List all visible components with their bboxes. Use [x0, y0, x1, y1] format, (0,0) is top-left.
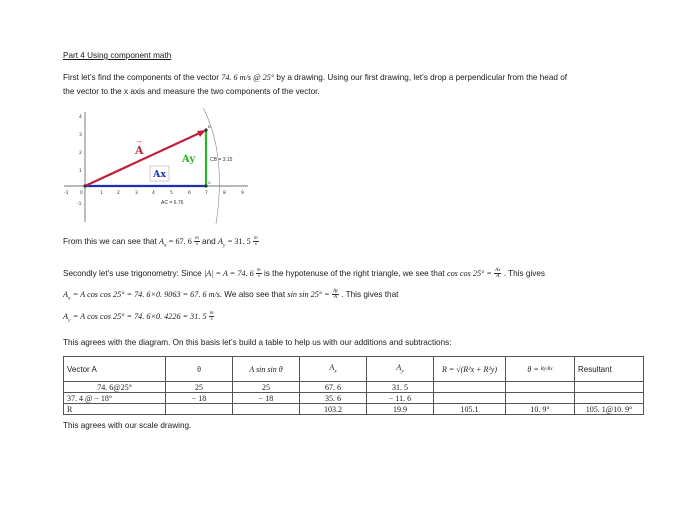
cell: R — [64, 404, 166, 415]
intro-line-1 — [63, 72, 567, 84]
cell — [506, 393, 575, 404]
cell: 37. 4 @ − 18° — [64, 393, 166, 404]
cell — [434, 382, 506, 393]
header-r: R = √(R²x + R²y) — [434, 357, 506, 382]
cell: − 18 — [166, 393, 233, 404]
point-b-label: B — [208, 124, 211, 129]
ay-sub: y — [68, 317, 71, 324]
ratio-fraction — [332, 289, 339, 300]
header-ax-sub: x — [334, 368, 337, 375]
components-line — [63, 236, 259, 252]
cell — [575, 382, 644, 393]
x-tick: 9 — [241, 191, 244, 196]
y-tick: 4 — [79, 115, 82, 120]
cell: − 18 — [233, 393, 300, 404]
frac-den: A — [333, 295, 337, 301]
magnitude-expression: |A| = A = 74. 6 — [203, 269, 254, 278]
header-ax-symbol: A — [329, 363, 335, 373]
ay-symbol: A — [63, 312, 69, 321]
cell: 35. 6 — [300, 393, 367, 404]
ax-symbol: A — [159, 237, 165, 246]
cos-expression: cos cos 25° = — [446, 269, 492, 278]
cell: 74. 6@25° — [64, 382, 166, 393]
header-ay-symbol: A — [396, 363, 402, 373]
x-tick: 2 — [117, 191, 120, 196]
frac-num: m — [254, 236, 258, 242]
header-ay-sub: y — [401, 368, 404, 375]
trig-text-a: Secondly let’s use trigonometry: Since — [63, 269, 202, 278]
table-row — [64, 382, 644, 393]
cell: 25 — [233, 382, 300, 393]
trig-text-c: . This gives — [503, 269, 546, 278]
ay-label: Ay — [182, 154, 196, 165]
cell: 10. 9° — [506, 404, 575, 415]
vector-arrowhead — [197, 130, 206, 137]
header-vector: Vector A — [64, 357, 166, 382]
trig-text-e: . This gives that — [341, 290, 399, 299]
cell — [575, 393, 644, 404]
header-theta-r — [506, 357, 575, 382]
ax-sub: x — [164, 242, 167, 249]
frac-num: m — [209, 311, 214, 317]
table-header-row — [64, 357, 644, 382]
sin-expression: sin sin 25° = — [287, 290, 330, 299]
ax-sub: x — [68, 295, 71, 302]
unit-fraction — [194, 236, 200, 247]
trig-text-d: We also see that — [224, 290, 286, 299]
header-ay — [367, 357, 434, 382]
header-theta: θ — [166, 357, 233, 382]
y-tick: -1 — [77, 202, 82, 207]
cell: 19.9 — [367, 404, 434, 415]
ax-label: Ax — [153, 169, 167, 180]
frac-den: s — [210, 317, 213, 323]
cell: 25 — [166, 382, 233, 393]
x-tick: -1 — [64, 191, 69, 196]
components-text: From this we can see that — [63, 237, 157, 246]
intro-line-2: the vector to the x axis and measure the two components of the vector. — [63, 87, 320, 96]
cell — [233, 404, 300, 415]
ay-calculation: = A cos cos 25° = 74. 6×0. 4226 = 31. 5 — [72, 312, 207, 321]
ay-value: = 31. 5 — [227, 237, 251, 246]
x-tick: 8 — [223, 191, 226, 196]
ax-symbol: A — [63, 290, 69, 299]
and-text: and — [202, 237, 216, 246]
x-tick: 6 — [188, 191, 191, 196]
trig-line-1 — [63, 268, 545, 280]
table-row — [64, 404, 644, 415]
cell: 105.1 — [434, 404, 506, 415]
frac-num: m — [257, 268, 261, 274]
frac-den: s — [195, 242, 198, 248]
point-c-label: C — [208, 180, 211, 185]
x-tick: 5 — [170, 191, 173, 196]
y-tick: 2 — [79, 151, 82, 156]
x-tick: 7 — [205, 191, 208, 196]
frac-num: Ay — [332, 289, 338, 295]
unit-fraction — [256, 268, 262, 279]
ay-symbol: A — [217, 237, 223, 246]
header-theta-r-text: θ = — [527, 364, 539, 374]
y-tick: 3 — [79, 133, 82, 138]
cell: 103.2 — [300, 404, 367, 415]
cell — [166, 404, 233, 415]
intro-text-a: First let’s find the components of the vector — [63, 73, 219, 82]
x-tick: 1 — [100, 191, 103, 196]
x-tick: 4 — [152, 191, 155, 196]
cell — [434, 393, 506, 404]
cell — [506, 382, 575, 393]
table-row — [64, 393, 644, 404]
ac-measure: AC = 6.76 — [161, 200, 184, 206]
header-asin: A sin sin θ — [233, 357, 300, 382]
ax-value: = 67. 6 — [168, 237, 192, 246]
frac-num: m — [195, 236, 199, 242]
vector-arrow-accent: → — [135, 136, 143, 145]
vector-a-label: A — [135, 144, 144, 157]
cell: − 11. 6 — [367, 393, 434, 404]
frac-den: s — [257, 274, 260, 280]
header-resultant: Resultant — [575, 357, 644, 382]
header-theta-frac: Ry/Rx — [540, 367, 553, 373]
cell: 67. 6 — [300, 382, 367, 393]
cell: 105. 1@10. 9° — [575, 404, 644, 415]
frac-den: s — [254, 242, 257, 248]
vector-diagram — [58, 108, 258, 224]
ax-calculation: = A cos cos 25° = 74. 6×0. 9063 = 67. 6 m/s. — [72, 290, 222, 299]
section-title: Part 4 Using component math — [63, 51, 172, 60]
header-ax — [300, 357, 367, 382]
closing-text: This agrees with our scale drawing. — [63, 421, 192, 430]
intro-vector: 74. 6 m/s @ 25° — [221, 73, 275, 82]
frac-den: A — [496, 274, 500, 280]
x-tick: 3 — [135, 191, 138, 196]
frac-num: Ax — [495, 268, 501, 274]
cell: 31. 5 — [367, 382, 434, 393]
trig-line-3 — [63, 311, 214, 327]
trig-line-2 — [63, 289, 398, 305]
ay-sub: y — [222, 242, 226, 249]
unit-fraction — [209, 311, 215, 322]
y-tick: 1 — [79, 169, 82, 174]
x-tick: 0 — [80, 191, 83, 196]
unit-fraction — [253, 236, 259, 247]
point-a — [83, 184, 86, 187]
cb-measure: CB = 3.15 — [210, 157, 233, 163]
ratio-fraction — [494, 268, 501, 279]
table-intro: This agrees with the diagram. On this basis let’s build a table to help us with our additions and subtractions: — [63, 338, 452, 347]
trig-text-b: is the hypotenuse of the right triangle, we see that — [263, 269, 445, 278]
intro-text-b: by a drawing. Using our first drawing, let’s drop a perpendicular from the head of — [276, 73, 568, 82]
component-table — [63, 356, 644, 415]
